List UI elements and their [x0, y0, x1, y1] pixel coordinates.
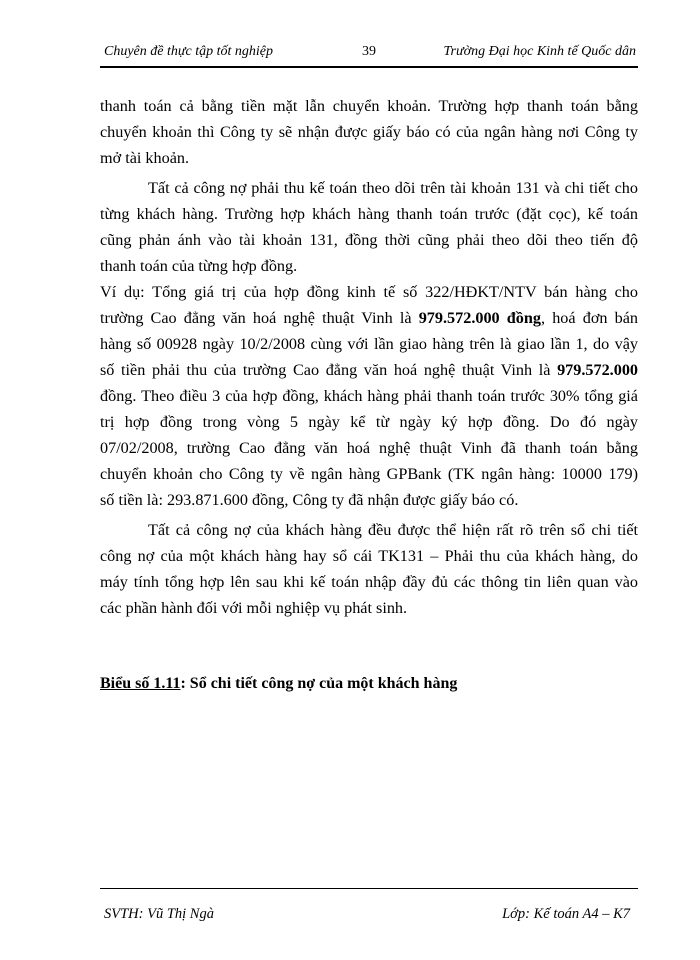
text-line: số tiền là: 293.871.600 đồng, Công ty đã nhận được giấy báo có.: [100, 491, 519, 509]
body-text: [100, 93, 638, 621]
text-line: chuyển khoản thì Công ty sẽ nhận được giấy báo có của ngân hàng nơi Công ty: [100, 123, 638, 141]
text-line: chuyển khoản cho Công ty về ngân hàng GPBank (TK ngân hàng: 10000 179): [100, 465, 638, 483]
text-line: mở tài khoản.: [100, 149, 190, 167]
text-line: số tiền phải thu của trường Cao đẳng văn hoá nghệ thuật Vinh là 979.572.000: [100, 361, 638, 379]
header-rule: [100, 66, 638, 68]
footer-student: SVTH: Vũ Thị Ngà: [104, 906, 214, 922]
page-header: [100, 42, 640, 66]
text-line: các phần hành đối với mỗi nghiệp vụ phát sinh.: [100, 599, 408, 617]
text-line: từng khách hàng. Trường hợp khách hàng thanh toán trước (đặt cọc), kế toán: [100, 205, 638, 223]
caption-label: Biểu số 1.11: [100, 675, 181, 692]
text-line: thanh toán của từng hợp đồng.: [100, 257, 298, 275]
footer-class: Lớp: Kế toán A4 – K7: [502, 906, 630, 922]
text-line: 07/02/2008, trường Cao đẳng văn hoá nghệ thuật Vinh đã thanh toán bằng: [100, 439, 638, 457]
text-line: trị hợp đồng trong vòng 5 ngày kể từ ngày ký hợp đồng. Do đó ngày: [100, 413, 638, 431]
text-line: đồng. Theo điều 3 của hợp đồng, khách hàng phải thanh toán trước 30% tổng giá: [100, 387, 638, 405]
text-line: cũng phản ánh vào tài khoản 131, đồng thời cũng phải theo dõi theo tiến độ: [100, 231, 638, 249]
receivable-value: 979.572.000: [557, 361, 638, 379]
footer-rule: [100, 888, 638, 889]
header-title: Chuyên đề thực tập tốt nghiệp: [104, 44, 273, 59]
contract-value: 979.572.000 đồng: [418, 309, 541, 327]
text-line: Ví dụ: Tổng giá trị của hợp đồng kinh tế số 322/HĐKT/NTV bán hàng cho: [100, 283, 638, 301]
header-university: Trường Đại học Kinh tế Quốc dân: [443, 44, 636, 59]
text-line: thanh toán cả bằng tiền mặt lẫn chuyển khoản. Trường hợp thanh toán bằng: [100, 97, 638, 115]
text-line: hàng số 00928 ngày 10/2/2008 cùng với lần giao hàng trên là giao lần 1, do vậy: [100, 335, 638, 353]
text-line: trường Cao đẳng văn hoá nghệ thuật Vinh là 979.572.000 đồng, hoá đơn bán: [100, 309, 638, 327]
page-number: 39: [362, 44, 376, 59]
caption-text: : Sổ chi tiết công nợ của một khách hàng: [180, 675, 458, 692]
table-caption: [100, 675, 457, 693]
text-line: máy tính tổng hợp lên sau khi kế toán nhập đầy đủ các thông tin liên quan vào: [100, 573, 638, 591]
text-line: công nợ của một khách hàng hay sổ cái TK131 – Phải thu của khách hàng, do: [100, 547, 638, 565]
text-line: Tất cả công nợ của khách hàng đều được thể hiện rất rõ trên sổ chi tiết: [148, 521, 638, 539]
text-line: Tất cả công nợ phải thu kế toán theo dõi trên tài khoản 131 và chi tiết cho: [148, 179, 638, 197]
